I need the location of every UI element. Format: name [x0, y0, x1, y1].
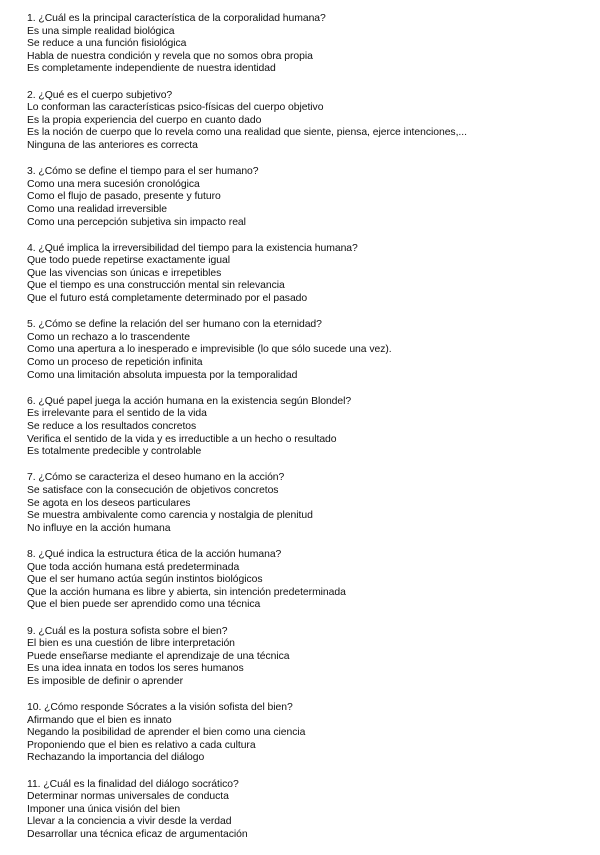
option: Es totalmente predecible y controlable	[27, 446, 202, 458]
option: Que la acción humana es libre y abierta, sin intención predeterminada	[27, 586, 346, 598]
question-3	[27, 166, 587, 229]
option: Como un rechazo a lo trascendente	[27, 331, 190, 343]
question-text: 5. ¿Cómo se define la relación del ser humano con la eternidad?	[27, 319, 322, 331]
option: Es imposible de definir o aprender	[27, 675, 183, 687]
option-list	[27, 255, 587, 305]
option: Que el futuro está completamente determinado por el pasado	[27, 293, 308, 305]
option: El bien es una cuestión de libre interpretación	[27, 638, 235, 650]
question-text: 8. ¿Qué indica la estructura ética de la acción humana?	[27, 548, 282, 560]
option: Determinar normas universales de conducta	[27, 791, 229, 803]
option: Como un proceso de repetición infinita	[27, 357, 203, 369]
question-7	[27, 472, 587, 535]
option: Como una limitación absoluta impuesta por la temporalidad	[27, 369, 298, 381]
question-5	[27, 319, 587, 382]
option: Es la noción de cuerpo que lo revela como una realidad que siente, piensa, ejerce intenciones,...	[27, 127, 467, 139]
option: Imponer una única visión del bien	[27, 803, 181, 815]
option: Que todo puede repetirse exactamente igual	[27, 255, 230, 267]
option: Proponiendo que el bien es relativo a cada cultura	[27, 739, 256, 751]
question-11	[27, 779, 587, 842]
option-list	[27, 485, 587, 535]
option: Que las vivencias son únicas e irrepetibles	[27, 267, 222, 279]
option: Lo conforman las características psico-físicas del cuerpo objetivo	[27, 102, 324, 114]
option-list	[27, 408, 587, 458]
question-text: 7. ¿Cómo se caracteriza el deseo humano en la acción?	[27, 472, 285, 484]
option: Como el flujo de pasado, presente y futuro	[27, 191, 221, 203]
option: Como una apertura a lo inesperado e imprevisible (lo que sólo sucede una vez).	[27, 344, 392, 356]
option: Ninguna de las anteriores es correcta	[27, 139, 198, 151]
question-text: 2. ¿Qué es el cuerpo subjetivo?	[27, 89, 173, 101]
option-list	[27, 332, 587, 382]
question-9	[27, 626, 587, 689]
option: Es completamente independiente de nuestra identidad	[27, 63, 276, 75]
question-text: 9. ¿Cuál es la postura sofista sobre el bien?	[27, 625, 228, 637]
option-list	[27, 562, 587, 612]
option: Se reduce a los resultados concretos	[27, 421, 197, 432]
option: Se reduce a una función fisiológica	[27, 38, 187, 50]
question-10	[27, 702, 587, 765]
question-text: 11. ¿Cuál es la finalidad del diálogo socrático?	[27, 778, 239, 790]
option: Como una percepción subjetiva sin impacto real	[27, 216, 246, 228]
option: Se agota en los deseos particulares	[27, 497, 191, 509]
option: Es una idea innata en todos los seres humanos	[27, 663, 244, 675]
option-list	[27, 638, 587, 688]
question-document	[27, 13, 587, 855]
option: Como una realidad irreversible	[27, 203, 167, 215]
option: Que el tiempo es una construcción mental sin relevancia	[27, 280, 285, 292]
question-text: 10. ¿Cómo responde Sócrates a la visión sofista del bien?	[27, 702, 293, 714]
option-list	[27, 179, 587, 229]
option-list	[27, 102, 587, 152]
option: Se satisface con la consecución de objetivos concretos	[27, 484, 279, 496]
option: Se muestra ambivalente como carencia y nostalgia de plenitud	[27, 510, 313, 522]
option: Puede enseñarse mediante el aprendizaje de una técnica	[27, 650, 290, 662]
option-list	[27, 26, 587, 76]
option: Afirmando que el bien es innato	[27, 714, 172, 726]
option: Como una mera sucesión cronológica	[27, 178, 200, 190]
question-text: 6. ¿Qué papel juega la acción humana en la existencia según Blondel?	[27, 395, 352, 407]
option: Habla de nuestra condición y revela que no somos obra propia	[27, 50, 313, 62]
option: No influye en la acción humana	[27, 522, 171, 534]
question-text: 1. ¿Cuál es la principal característica de la corporalidad humana?	[27, 13, 326, 24]
question-2	[27, 90, 587, 153]
option: Verifica el sentido de la vida y es irreductible a un hecho o resultado	[27, 433, 337, 445]
option: Que el bien puede ser aprendido como una técnica	[27, 599, 261, 611]
option-list	[27, 715, 587, 765]
question-text: 4. ¿Qué implica la irreversibilidad del tiempo para la existencia humana?	[27, 242, 358, 254]
option: Negando la posibilidad de aprender el bien como una ciencia	[27, 727, 306, 739]
option: Es la propia experiencia del cuerpo en cuanto dado	[27, 114, 262, 126]
option: Desarrollar una técnica eficaz de argumentación	[27, 829, 248, 840]
option: Que el ser humano actúa según instintos biológicos	[27, 574, 263, 586]
option: Es una simple realidad biológica	[27, 25, 175, 37]
option-list	[27, 791, 587, 841]
question-4	[27, 243, 587, 306]
question-text: 3. ¿Cómo se define el tiempo para el ser humano?	[27, 166, 259, 178]
question-6	[27, 396, 587, 459]
option: Que toda acción humana está predeterminada	[27, 561, 240, 573]
option: Llevar a la conciencia a vivir desde la verdad	[27, 816, 232, 828]
question-8	[27, 549, 587, 612]
option: Rechazando la importancia del diálogo	[27, 752, 205, 764]
option: Es irrelevante para el sentido de la vida	[27, 408, 207, 420]
question-1	[27, 13, 587, 76]
